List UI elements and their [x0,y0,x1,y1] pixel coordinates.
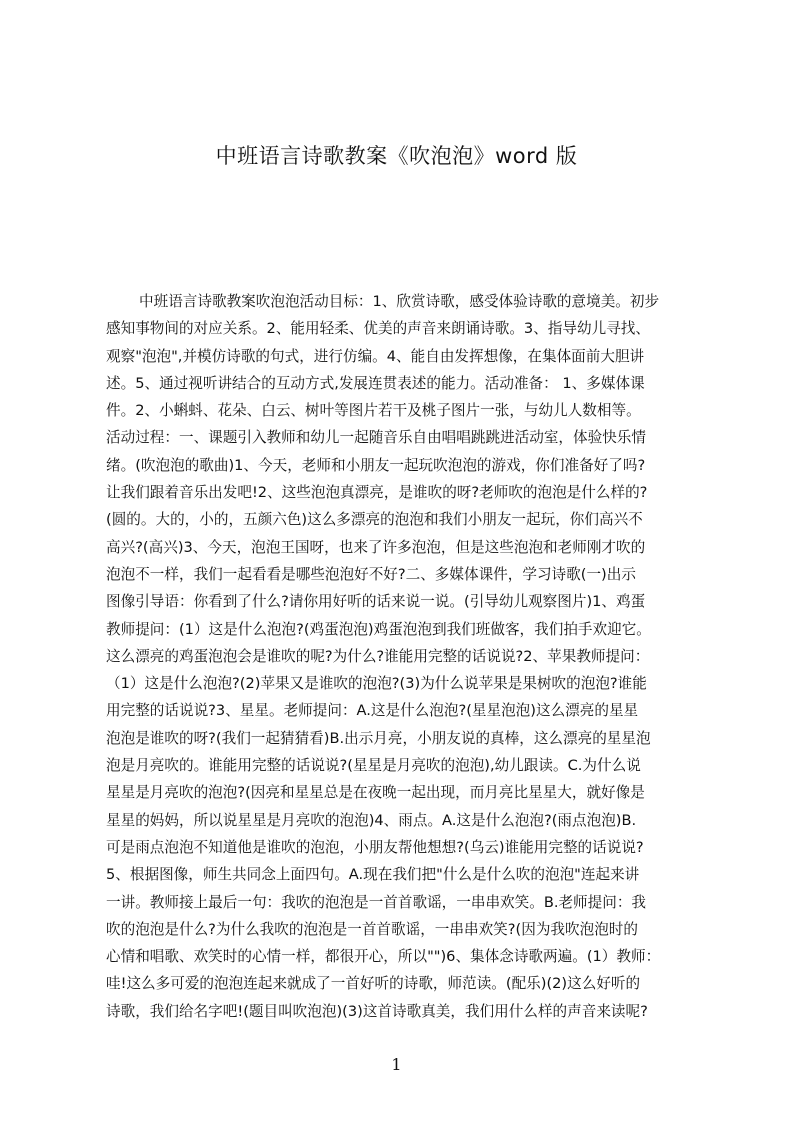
body-line: 吹的泡泡是什么?为什么我吹的泡泡是一首首歌谣，一串串欢笑?(因为我吹泡泡时的 [106,920,638,938]
body-line: （1）这是什么泡泡?(2)苹果又是谁吹的泡泡?(3)为什么说苹果是果树吹的泡泡?谁能 [106,675,647,693]
body-line: 图像引导语：你看到了什么?请你用好听的话来说一说。(引导幼儿观察图片)1、鸡蛋 [106,593,646,611]
body-line: (圆的。大的，小的，五颜六色)这么多漂亮的泡泡和我们小朋友一起玩，你们高兴不 [106,511,643,529]
body-line: 泡是月亮吹的。谁能用完整的话说说?(星星是月亮吹的泡泡),幼儿跟读。C.为什么说 [106,757,641,775]
body-line: 心情和唱歌、欢笑时的心情一样，都很开心，所以"")6、集体念诗歌两遍。(1）教师： [106,948,661,966]
body-line: 这么漂亮的鸡蛋泡泡会是谁吹的呢?为什么?谁能用完整的话说说?2、苹果教师提问： [106,647,650,665]
body-line: 件。2、小蝌蚪、花朵、白云、树叶等图片若干及桃子图片一张，与幼儿人数相等。 [106,402,641,420]
body-line: 泡泡是谁吹的呀?(我们一起猜猜看)B.出示月亮，小朋友说的真棒，这么漂亮的星星泡 [106,729,651,747]
document-title: 中班语言诗歌教案《吹泡泡》word 版 [215,144,578,168]
body-line: 一讲。教师接上最后一句：我吹的泡泡是一首首歌谣，一串串欢笑。B.老师提问：我 [106,893,647,911]
body-line: 让我们跟着音乐出发吧!2、这些泡泡真漂亮，是谁吹的呀?老师吹的泡泡是什么样的? [106,484,648,502]
body-line: 用完整的话说说?3、星星。老师提问：A.这是什么泡泡?(星星泡泡)这么漂亮的星星 [106,702,639,720]
body-line: 诗歌，我们给名字吧!(题目叫吹泡泡)(3)这首诗歌真美，我们用什么样的声音来读呢? [106,1002,648,1020]
body-line: 可是雨点泡泡不知道他是谁吹的泡泡，小朋友帮他想想?(乌云)谁能用完整的话说说? [106,838,644,856]
body-line: 中班语言诗歌教案吹泡泡活动目标：1、欣赏诗歌，感受体验诗歌的意境美。初步 [139,293,660,310]
body-line: 5、根据图像，师生共同念上面四句。A.现在我们把"什么是什么吹的泡泡"连起来讲 [106,866,640,884]
body-line: 泡泡不一样，我们一起看看是哪些泡泡好不好?二、多媒体课件，学习诗歌(一)出示 [106,565,636,583]
body-line: 高兴?(高兴)3、今天，泡泡王国呀，也来了许多泡泡，但是这些泡泡和老师刚才吹的 [106,538,646,556]
body-line: 活动过程：一、课题引入教师和幼儿一起随音乐自由唱唱跳跳进活动室，体验快乐情 [106,429,646,447]
body-line: 星星的妈妈，所以说星星是月亮吹的泡泡)4、雨点。A.这是什么泡泡?(雨点泡泡)B. [106,811,637,829]
body-line: 述。5、通过视听讲结合的互动方式,发展连贯表述的能力。活动准备： 1、多媒体课 [106,374,645,392]
body-line: 哇!这么多可爱的泡泡连起来就成了一首好听的诗歌，师范读。(配乐)(2)这么好听的 [106,975,641,993]
body-line: 星星是月亮吹的泡泡?(因亮和星星总是在夜晚一起出现，而月亮比星星大，就好像是 [106,784,645,802]
body-line: 教师提问：(1）这是什么泡泡?(鸡蛋泡泡)鸡蛋泡泡到我们班做客，我们拍手欢迎它。 [106,620,651,638]
page-number: 1 [391,1055,402,1074]
body-line: 观察"泡泡",并模仿诗歌的句式，进行仿编。4、能自由发挥想像，在集体面前大胆讲 [106,347,645,365]
body-line: 感知事物间的对应关系。2、能用轻柔、优美的声音来朗诵诗歌。3、指导幼儿寻找、 [106,320,650,338]
body-line: 绪。(吹泡泡的歌曲)1、今天，老师和小朋友一起玩吹泡泡的游戏，你们准备好了吗? [106,456,646,474]
document-body [106,288,696,1028]
